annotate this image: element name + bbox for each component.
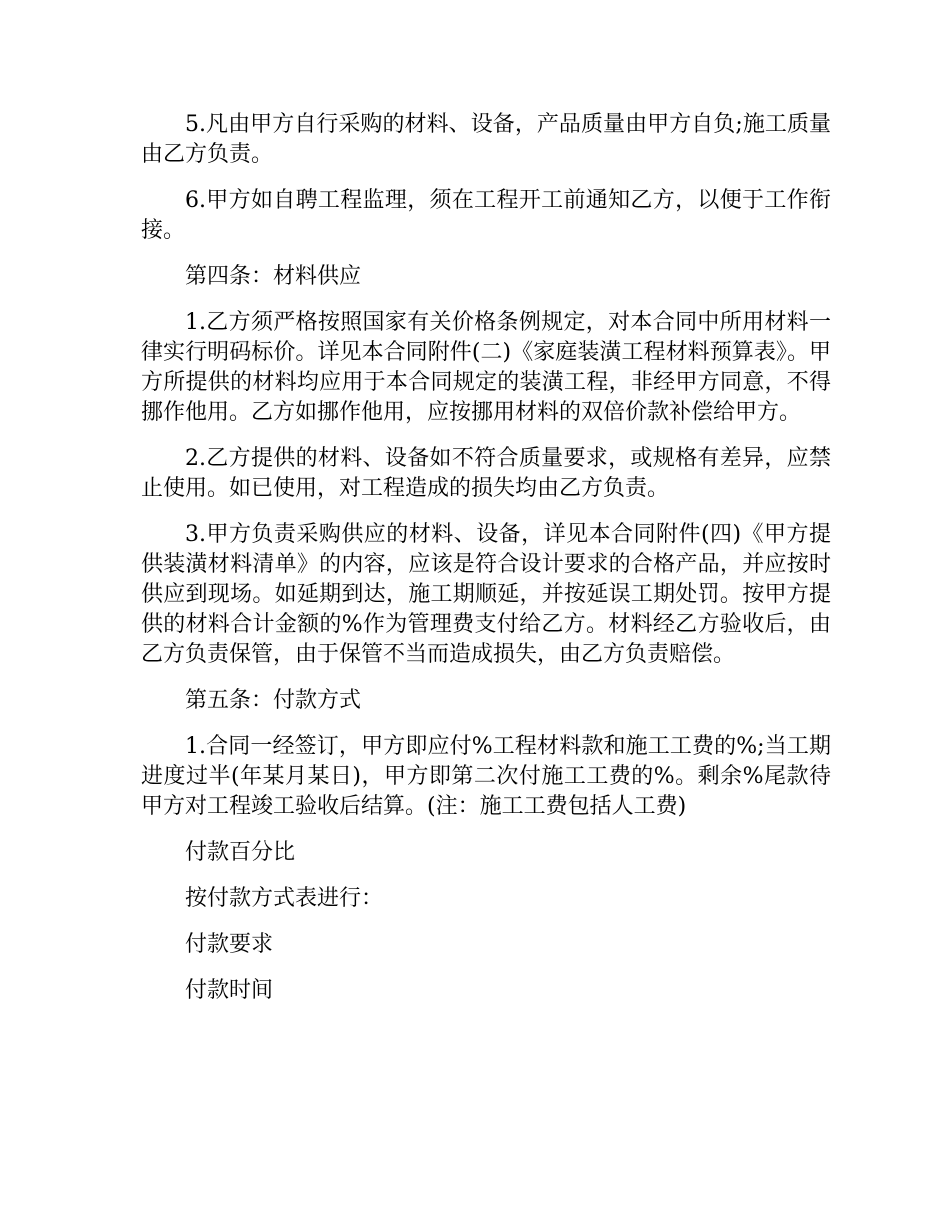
payment-table-intro: 按付款方式表进行： [185,886,384,911]
clause-3-item-6: 6.甲方如自聘工程监理，须在工程开工前通知乙方，以便于工作衔接。 [141,188,831,243]
clause-3-item-5: 5.凡由甲方自行采购的材料、设备，产品质量由甲方自负;施工质量由乙方负责。 [141,112,831,167]
article-5-heading: 第五条：付款方式 [185,688,362,713]
payment-requirement-label: 付款要求 [185,932,274,957]
payment-time-label: 付款时间 [185,978,274,1003]
document-page [141,110,831,1022]
payment-percentage-label: 付款百分比 [185,840,296,865]
article-4-heading: 第四条：材料供应 [185,264,362,289]
clause-4-item-1: 1.乙方须严格按照国家有关价格条例规定，对本合同中所用材料一律实行明码标价。详见本合同附件(二)《家庭装潢工程材料预算表》。甲方所提供的材料均应用于本合同规定的装潢工程，非经甲方同意，不得挪作他用。乙方如挪作他用，应按挪用材料的双倍价款补偿给甲方。 [141,310,831,425]
clause-4-item-3: 3.甲方负责采购供应的材料、设备，详见本合同附件(四)《甲方提供装潢材料清单》的内容，应该是符合设计要求的合格产品，并应按时供应到现场。如延期到达，施工期顺延，并按延误工期处罚。按甲方提供的材料合计金额的%作为管理费支付给乙方。材料经乙方验收后，由乙方负责保管，由于保管不当而造成损失，由乙方负责赔偿。 [141,522,831,667]
clause-5-item-1: 1.合同一经签订，甲方即应付%工程材料款和施工工费的%;当工期进度过半(年某月某日)，甲方即第二次付施工工费的%。剩余%尾款待甲方对工程竣工验收后结算。(注：施工工费包括人工费) [141,734,831,819]
clause-4-item-2: 2.乙方提供的材料、设备如不符合质量要求，或规格有差异，应禁止使用。如已使用，对工程造成的损失均由乙方负责。 [141,446,831,501]
